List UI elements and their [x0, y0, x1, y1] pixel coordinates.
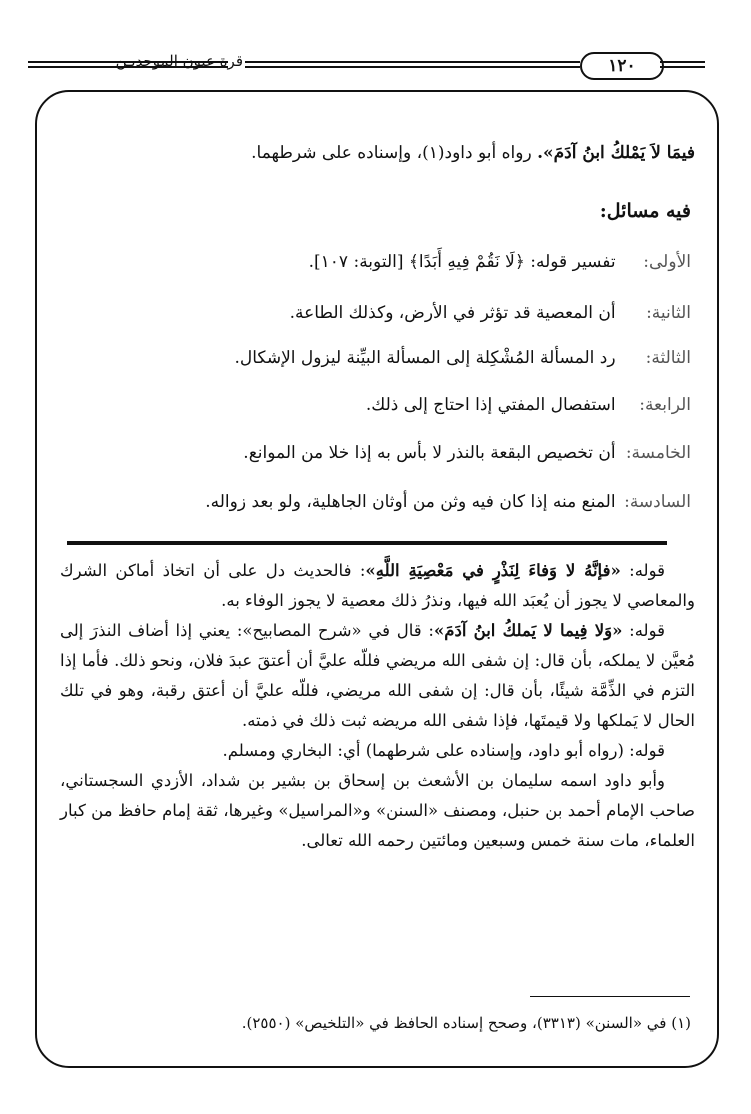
paragraph-lead: قوله: [620, 561, 665, 580]
page-number: ١٢٠ [580, 52, 664, 80]
issue-label: الأولى: [643, 252, 691, 272]
issue-text: أن تخصيص البقعة بالنذر لا بأس به إذا خلا من الموانع. [243, 443, 616, 463]
issues-heading: فيه مسائل: [599, 200, 691, 222]
commentary-paragraph [60, 556, 695, 616]
paragraph-text: : قال في «شرح المصابيح»: يعني إذا أضاف النذرَ إلى مُعيَّن لا يملكه، بأن قال: إن شفى الله مريضي فللّه عليَّ أن أعتقَ عبدَ فلان، ونحو ذلك. فأما إذا التزم في الذِّمَّة شيئًا، بأن قال: إن شفى الله مريضي، فللّه عليَّ أن أعتق رقبة، وهو في تلك الحال لا يَملكها ولا قيمتَها، فإذا شفى الله مريضه ثبت ذلك في ذمته. [60, 621, 695, 730]
paragraph-text: : فالحديث دل على أن اتخاذ أماكن الشرك والمعاصي لا يجوز أن يُعبَد الله فيها، ونذرُ ذلك معصية لا يجوز الوفاء به. [60, 561, 695, 610]
footnote-rule [530, 996, 690, 997]
issue-4 [51, 390, 691, 420]
header-rule-mid-top [245, 61, 580, 63]
paragraph-lead: قوله: [622, 621, 665, 640]
commentary-paragraph [60, 736, 695, 766]
issue-label: السادسة: [624, 492, 691, 512]
paragraph-quote: «وَلا فِيما لا يَملكُ ابنُ آدَمَ» [433, 621, 623, 640]
issue-text: أن المعصية قد تؤثر في الأرض، وكذلك الطاعة. [289, 303, 616, 323]
issue-text: رد المسألة المُشْكِلة إلى المسألة البيِّنة ليزول الإشكال. [234, 348, 616, 368]
issue-3 [51, 343, 691, 373]
hadith-quote: فيمَا لاَ يَمْلكُ ابنُ آدَمَ». [537, 143, 695, 163]
issue-2 [51, 298, 691, 328]
issue-label: الثانية: [646, 303, 691, 323]
paragraph-lead: قوله: [623, 741, 665, 760]
issue-text: تفسير قوله: ﴿لَا نَقُمْ فِيهِ أَبَدًا﴾ [التوبة: ١٠٧]. [308, 252, 616, 272]
header-rule-mid-bottom [245, 66, 580, 68]
paragraph-quote: «فإنَّهُ لا وَفاءَ لِنَذْرٍ في مَعْصِيَةِ اللَّهِ» [365, 561, 621, 580]
issue-label: الخامسة: [625, 443, 691, 463]
header-rule-right-bottom [660, 66, 705, 68]
footnote: (١) في «السنن» (٣٣١٣)، وصحح إسناده الحافظ في «التلخيص» (٢٥٥٠). [241, 1014, 691, 1032]
issue-1 [51, 247, 691, 277]
commentary [60, 556, 695, 856]
issue-label: الثالثة: [645, 348, 691, 368]
page-header [0, 50, 751, 86]
issue-6 [51, 487, 691, 517]
issue-label: الرابعة: [639, 395, 691, 415]
paragraph-text: (رواه أبو داود، وإسناده على شرطهما) أي: البخاري ومسلم. [222, 741, 624, 760]
header-rule-right-top [660, 61, 705, 63]
commentary-paragraph [60, 616, 695, 736]
hadith-source: رواه أبو داود(١)، وإسناده على شرطهما. [251, 143, 538, 163]
issue-5 [51, 438, 691, 468]
commentary-paragraph [60, 766, 695, 856]
section-divider [67, 541, 667, 545]
paragraph-text: وأبو داود اسمه سليمان بن الأشعث بن إسحاق بن بشير بن شداد، الأزدي السجستاني، صاحب الإمام أحمد بن حنبل، ومصنف «السنن» و«المراسيل» وغيرها، ثقة إمام حافظ من كبار العلماء، مات سنة خمس وسبعين ومائتين رحمه الله تعالى. [60, 771, 695, 850]
issue-text: استفصال المفتي إذا احتاج إلى ذلك. [365, 395, 616, 415]
hadith-line [55, 136, 695, 170]
book-title: قرة عيون الموحديـن [115, 52, 243, 70]
issue-text: المنع منه إذا كان فيه وثن من أوثان الجاهلية، ولو بعد زواله. [205, 492, 616, 512]
